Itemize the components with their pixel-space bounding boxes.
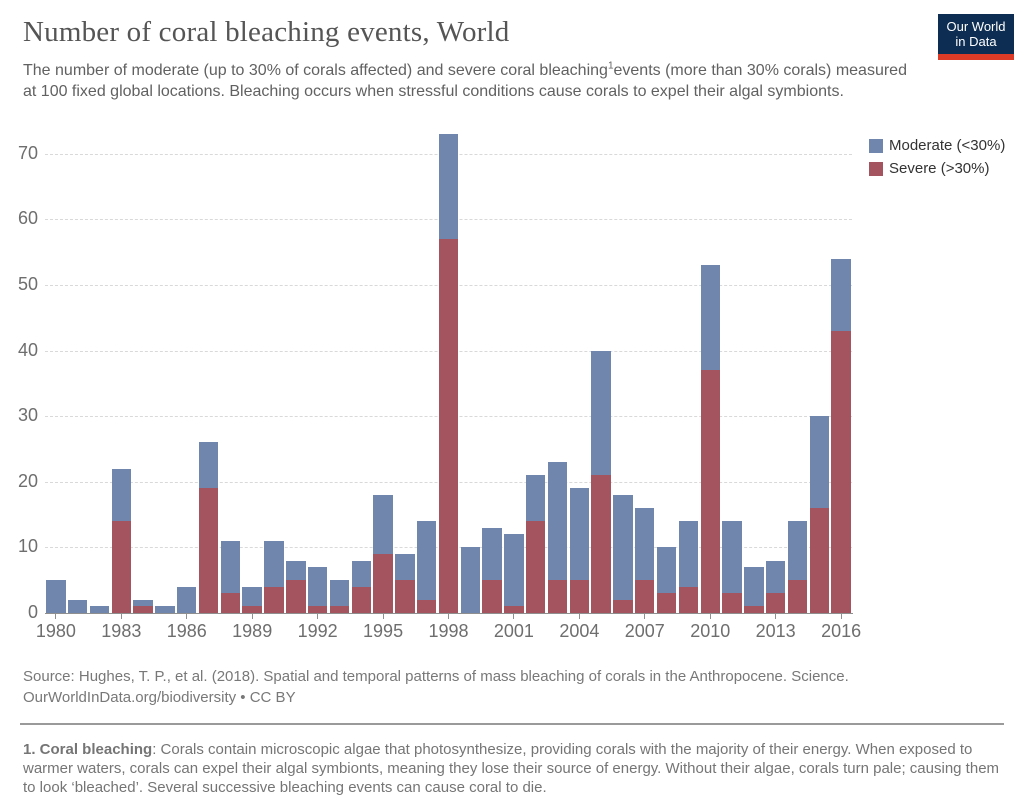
x-tick-mark-1995: [383, 614, 384, 619]
legend: [869, 134, 1005, 180]
bar-2004-severe[interactable]: [570, 580, 589, 613]
bar-2011-moderate[interactable]: [722, 521, 741, 593]
x-tick-label-1998: 1998: [428, 621, 469, 641]
bar-2006-moderate[interactable]: [613, 495, 632, 600]
bar-2003-severe[interactable]: [548, 580, 567, 613]
footer-divider: [20, 723, 1004, 725]
bar-2001-moderate[interactable]: [504, 534, 523, 606]
subtitle-text-1: The number of moderate (up to 30% of corals affected) and severe coral bleaching: [23, 62, 608, 79]
chart-subtitle: [23, 60, 923, 102]
bar-1990-moderate[interactable]: [264, 541, 283, 587]
bar-1995-severe[interactable]: [373, 554, 392, 613]
footnote-body: : Corals contain microscopic algae that photosynthesize, providing corals with the majority of their energy. When exposed to warmer waters, corals can expel their algal symbionts, meaning they lose their source of energy. Without their algae, corals turn pale; causing them to look ‘bleached’. Several successive bleaching events can cause coral to die.: [23, 741, 1000, 796]
x-tick-label-2016: 2016: [821, 621, 862, 641]
footnote-lead: 1. Coral bleaching: [23, 741, 153, 758]
x-axis-line: [45, 613, 853, 614]
y-tick-label-0: 0: [27, 602, 38, 622]
bar-1998-moderate[interactable]: [439, 134, 458, 239]
bar-1987-moderate[interactable]: [199, 442, 218, 488]
bar-2009-severe[interactable]: [679, 587, 698, 613]
x-tick-label-2001: 2001: [493, 621, 534, 641]
footnote-text: [23, 740, 1008, 797]
y-tick-label-60: 60: [17, 208, 38, 229]
x-tick-label-2013: 2013: [755, 621, 796, 641]
x-tick-mark-1986: [186, 614, 187, 619]
bar-1994-severe[interactable]: [352, 587, 371, 613]
bar-2010-severe[interactable]: [701, 370, 720, 613]
x-tick-label-2004: 2004: [559, 621, 600, 641]
bar-2015-moderate[interactable]: [810, 416, 829, 508]
x-tick-mark-1980: [55, 614, 56, 619]
bar-2002-moderate[interactable]: [526, 475, 545, 521]
bar-2015-severe[interactable]: [810, 508, 829, 613]
bar-2013-severe[interactable]: [766, 593, 785, 613]
page-title: Number of coral bleaching events, World: [23, 16, 510, 48]
x-tick-label-1983: 1983: [101, 621, 142, 641]
bar-1997-severe[interactable]: [417, 600, 436, 613]
y-tick-label-70: 70: [17, 142, 38, 163]
bar-2014-severe[interactable]: [788, 580, 807, 613]
legend-item-moderate[interactable]: [869, 134, 1005, 157]
y-tick-label-30: 30: [17, 405, 38, 426]
x-tick-label-1989: 1989: [232, 621, 273, 641]
bar-1995-moderate[interactable]: [373, 495, 392, 554]
x-tick-mark-2010: [710, 614, 711, 619]
y-tick-label-40: 40: [17, 339, 38, 360]
subtitle-text-2: events (more than 30% corals) measured at 100 fixed global locations. Bleaching occurs when stressful conditions cause corals to expel their algal symbionts.: [23, 62, 907, 100]
bar-2014-moderate[interactable]: [788, 521, 807, 580]
bar-2005-moderate[interactable]: [591, 351, 610, 476]
x-tick-mark-2016: [841, 614, 842, 619]
bar-2008-severe[interactable]: [657, 593, 676, 613]
legend-label-severe: Severe (>30%): [889, 160, 990, 177]
x-tick-label-1980: 1980: [35, 621, 76, 641]
bar-2004-moderate[interactable]: [570, 488, 589, 580]
bar-1983-severe[interactable]: [112, 521, 131, 613]
x-tick-mark-2013: [775, 614, 776, 619]
bar-2008-moderate[interactable]: [657, 547, 676, 593]
bar-2013-moderate[interactable]: [766, 561, 785, 594]
bar-1993-moderate[interactable]: [330, 580, 349, 606]
x-tick-mark-2007: [644, 614, 645, 619]
bar-1998-severe[interactable]: [439, 239, 458, 613]
y-tick-label-20: 20: [17, 470, 38, 491]
x-tick-mark-1983: [121, 614, 122, 619]
bar-1991-severe[interactable]: [286, 580, 305, 613]
owid-logo: [938, 14, 1014, 60]
owid-logo-line2: in Data: [955, 34, 997, 49]
bar-1999-moderate[interactable]: [461, 547, 480, 613]
bar-1991-moderate[interactable]: [286, 561, 305, 581]
plot-area: [45, 134, 852, 613]
legend-item-severe[interactable]: [869, 157, 1005, 180]
bar-1983-moderate[interactable]: [112, 469, 131, 521]
bar-1987-severe[interactable]: [199, 488, 218, 613]
x-tick-label-1992: 1992: [297, 621, 338, 641]
bar-2012-moderate[interactable]: [744, 567, 763, 606]
bar-2016-severe[interactable]: [831, 331, 850, 613]
legend-swatch-severe: [869, 162, 883, 176]
x-tick-mark-1998: [448, 614, 449, 619]
x-tick-label-2010: 2010: [690, 621, 731, 641]
bar-2000-moderate[interactable]: [482, 528, 501, 580]
bar-2005-severe[interactable]: [591, 475, 610, 613]
bar-1992-moderate[interactable]: [308, 567, 327, 606]
legend-label-moderate: Moderate (<30%): [889, 137, 1006, 154]
bar-1981-moderate[interactable]: [68, 600, 87, 613]
x-tick-mark-2004: [579, 614, 580, 619]
footnote-ref-superscript[interactable]: 1: [607, 60, 614, 72]
bar-2002-severe[interactable]: [526, 521, 545, 613]
x-tick-mark-2001: [513, 614, 514, 619]
bar-1994-moderate[interactable]: [352, 561, 371, 587]
bar-1996-moderate[interactable]: [395, 554, 414, 580]
bar-1980-moderate[interactable]: [46, 580, 65, 613]
bar-2010-moderate[interactable]: [701, 265, 720, 370]
source-link[interactable]: OurWorldInData.org/biodiversity • CC BY: [23, 689, 296, 706]
legend-swatch-moderate: [869, 139, 883, 153]
bar-1988-moderate[interactable]: [221, 541, 240, 593]
x-tick-label-2007: 2007: [624, 621, 665, 641]
chart-area: [0, 134, 1024, 659]
bar-2000-severe[interactable]: [482, 580, 501, 613]
bar-1984-moderate[interactable]: [133, 600, 152, 607]
bar-1989-moderate[interactable]: [242, 587, 261, 607]
x-tick-mark-1989: [252, 614, 253, 619]
y-tick-label-10: 10: [17, 536, 38, 557]
source-text: [23, 666, 963, 708]
x-tick-label-1995: 1995: [363, 621, 404, 641]
bar-1986-moderate[interactable]: [177, 587, 196, 613]
bar-2007-severe[interactable]: [635, 580, 654, 613]
bar-2003-moderate[interactable]: [548, 462, 567, 580]
y-tick-label-50: 50: [17, 273, 38, 294]
bar-2006-severe[interactable]: [613, 600, 632, 613]
x-tick-mark-1992: [317, 614, 318, 619]
bar-2011-severe[interactable]: [722, 593, 741, 613]
bar-2009-moderate[interactable]: [679, 521, 698, 587]
bar-1990-severe[interactable]: [264, 587, 283, 613]
x-tick-label-1986: 1986: [166, 621, 207, 641]
bar-1997-moderate[interactable]: [417, 521, 436, 600]
bar-1996-severe[interactable]: [395, 580, 414, 613]
bar-1988-severe[interactable]: [221, 593, 240, 613]
bar-2007-moderate[interactable]: [635, 508, 654, 580]
bar-2016-moderate[interactable]: [831, 259, 850, 331]
owid-logo-line1: Our World: [946, 19, 1006, 34]
source-citation: Source: Hughes, T. P., et al. (2018). Spatial and temporal patterns of mass bleaching of corals in the Anthropocene. Science.: [23, 668, 849, 685]
